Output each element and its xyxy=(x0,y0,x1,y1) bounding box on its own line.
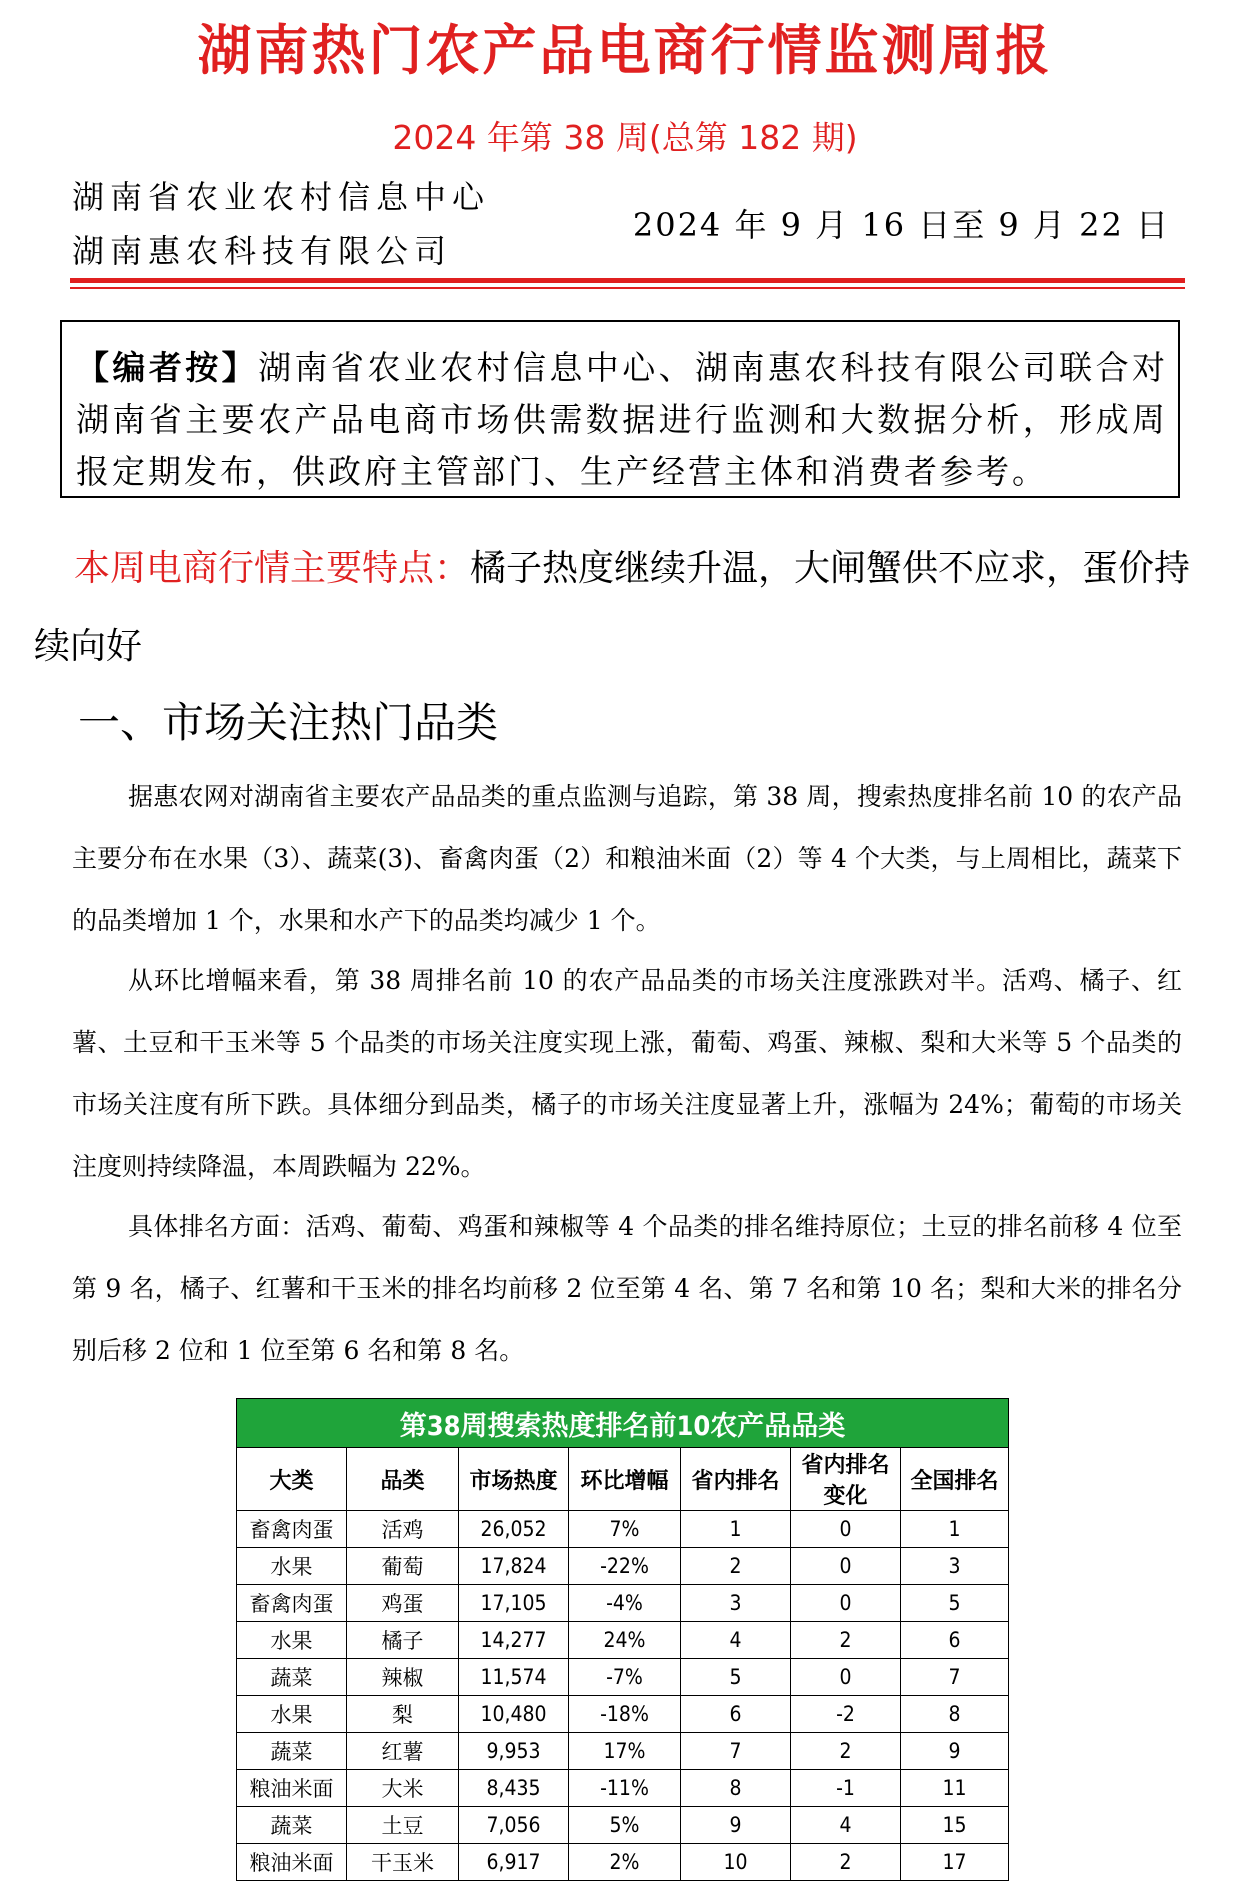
cell-national-rank: 17 xyxy=(901,1844,1009,1881)
cell-rank-change: 0 xyxy=(791,1548,901,1585)
cell-category: 粮油米面 xyxy=(237,1770,347,1807)
cell-change: 24% xyxy=(569,1622,681,1659)
table-row xyxy=(237,1770,1009,1807)
cell-rank-change: 4 xyxy=(791,1807,901,1844)
editor-note-label: 【编者按】 xyxy=(76,348,259,387)
paragraph-ranking: 具体排名方面：活鸡、葡萄、鸡蛋和辣椒等 4 个品类的排名维持原位；土豆的排名前移 4 位至第 9 名，橘子、红薯和干玉米的排名均前移 2 位至第 4 名、第 7 名和第 10 名；梨和大米的排名分别后移 2 位和 1 位至第 6 名和第 8 名。 xyxy=(72,1212,1182,1365)
org-name-2: 湖南惠农科技有限公司 xyxy=(72,232,453,270)
cell-change: 7% xyxy=(569,1511,681,1548)
table-row xyxy=(237,1659,1009,1696)
cell-heat: 8,435 xyxy=(459,1770,569,1807)
cell-province-rank: 6 xyxy=(681,1696,791,1733)
issue-number: 2024 年第 38 周(总第 182 期) xyxy=(392,118,858,157)
cell-category: 水果 xyxy=(237,1622,347,1659)
cell-national-rank: 9 xyxy=(901,1733,1009,1770)
cell-national-rank: 15 xyxy=(901,1807,1009,1844)
table-row xyxy=(237,1585,1009,1622)
section-heading: 一、市场关注热门品类 xyxy=(78,698,499,747)
col-header-national-rank: 全国排名 xyxy=(901,1448,1009,1511)
editor-note-box xyxy=(60,320,1180,498)
cell-national-rank: 5 xyxy=(901,1585,1009,1622)
col-header-change: 环比增幅 xyxy=(569,1448,681,1511)
cell-category: 蔬菜 xyxy=(237,1807,347,1844)
feature-text: 橘子热度继续升温，大闸蟹供不应求，蛋价持续向好 xyxy=(34,548,1191,667)
cell-province-rank: 7 xyxy=(681,1733,791,1770)
cell-province-rank: 5 xyxy=(681,1659,791,1696)
cell-category: 粮油米面 xyxy=(237,1844,347,1881)
cell-category: 畜禽肉蛋 xyxy=(237,1511,347,1548)
cell-national-rank: 6 xyxy=(901,1622,1009,1659)
table-row xyxy=(237,1696,1009,1733)
cell-national-rank: 8 xyxy=(901,1696,1009,1733)
cell-change: -22% xyxy=(569,1548,681,1585)
cell-heat: 17,824 xyxy=(459,1548,569,1585)
cell-category: 水果 xyxy=(237,1696,347,1733)
cell-province-rank: 3 xyxy=(681,1585,791,1622)
cell-product: 辣椒 xyxy=(347,1659,459,1696)
cell-change: -7% xyxy=(569,1659,681,1696)
table-row xyxy=(237,1733,1009,1770)
paragraph-distribution: 据惠农网对湖南省主要农产品品类的重点监测与追踪，第 38 周，搜索热度排名前 10 的农产品主要分布在水果（3）、蔬菜(3)、畜禽肉蛋（2）和粮油米面（2）等 4 个大类，与上周相比，蔬菜下的品类增加 1 个，水果和水产下的品类均减少 1 个。 xyxy=(72,782,1182,935)
header-divider-thin xyxy=(70,287,1185,289)
cell-category: 蔬菜 xyxy=(237,1659,347,1696)
cell-province-rank: 10 xyxy=(681,1844,791,1881)
cell-rank-change: 2 xyxy=(791,1622,901,1659)
table-row xyxy=(237,1844,1009,1881)
table-row xyxy=(237,1511,1009,1548)
table-header-row xyxy=(237,1448,1009,1511)
cell-national-rank: 1 xyxy=(901,1511,1009,1548)
cell-rank-change: 0 xyxy=(791,1511,901,1548)
paragraph-growth: 从环比增幅来看，第 38 周排名前 10 的农产品品类的市场关注度涨跌对半。活鸡、橘子、红薯、土豆和干玉米等 5 个品类的市场关注度实现上涨，葡萄、鸡蛋、辣椒、梨和大米等 5 个品类的市场关注度有所下跌。具体细分到品类，橘子的市场关注度显著上升，涨幅为 24%；葡萄的市场关注度则持续降温，本周跌幅为 22%。 xyxy=(72,966,1182,1181)
report-title: 湖南热门农产品电商行情监测周报 xyxy=(197,19,1053,82)
cell-product: 橘子 xyxy=(347,1622,459,1659)
org-name-1: 湖南省农业农村信息中心 xyxy=(72,178,491,216)
cell-heat: 9,953 xyxy=(459,1733,569,1770)
report-period: 2024 年 9 月 16 日至 9 月 22 日 xyxy=(632,206,1170,244)
cell-heat: 17,105 xyxy=(459,1585,569,1622)
cell-heat: 11,574 xyxy=(459,1659,569,1696)
table-body xyxy=(237,1511,1009,1881)
cell-province-rank: 8 xyxy=(681,1770,791,1807)
col-header-category: 大类 xyxy=(237,1448,347,1511)
cell-product: 大米 xyxy=(347,1770,459,1807)
cell-rank-change: 0 xyxy=(791,1585,901,1622)
cell-change: -11% xyxy=(569,1770,681,1807)
cell-rank-change: 0 xyxy=(791,1659,901,1696)
cell-heat: 6,917 xyxy=(459,1844,569,1881)
cell-product: 红薯 xyxy=(347,1733,459,1770)
col-header-product: 品类 xyxy=(347,1448,459,1511)
cell-change: 17% xyxy=(569,1733,681,1770)
cell-heat: 7,056 xyxy=(459,1807,569,1844)
cell-rank-change: 2 xyxy=(791,1733,901,1770)
col-header-province-rank: 省内排名 xyxy=(681,1448,791,1511)
cell-national-rank: 7 xyxy=(901,1659,1009,1696)
cell-rank-change: 2 xyxy=(791,1844,901,1881)
weekly-feature xyxy=(34,530,1224,686)
cell-product: 鸡蛋 xyxy=(347,1585,459,1622)
cell-change: -4% xyxy=(569,1585,681,1622)
cell-national-rank: 3 xyxy=(901,1548,1009,1585)
cell-category: 畜禽肉蛋 xyxy=(237,1585,347,1622)
cell-product: 葡萄 xyxy=(347,1548,459,1585)
cell-product: 干玉米 xyxy=(347,1844,459,1881)
cell-category: 水果 xyxy=(237,1548,347,1585)
cell-rank-change: -1 xyxy=(791,1770,901,1807)
cell-heat: 14,277 xyxy=(459,1622,569,1659)
cell-change: 5% xyxy=(569,1807,681,1844)
cell-rank-change: -2 xyxy=(791,1696,901,1733)
cell-category: 蔬菜 xyxy=(237,1733,347,1770)
editor-note-text: 湖南省农业农村信息中心、湖南惠农科技有限公司联合对湖南省主要农产品电商市场供需数据进行监测和大数据分析，形成周报定期发布，供政府主管部门、生产经营主体和消费者参考。 xyxy=(76,348,1169,491)
feature-label: 本周电商行情主要特点： xyxy=(74,548,471,589)
table-row xyxy=(237,1807,1009,1844)
table-row xyxy=(237,1548,1009,1585)
cell-province-rank: 2 xyxy=(681,1548,791,1585)
cell-heat: 10,480 xyxy=(459,1696,569,1733)
cell-product: 土豆 xyxy=(347,1807,459,1844)
table-row xyxy=(237,1622,1009,1659)
ranking-table xyxy=(236,1398,1009,1881)
cell-change: 2% xyxy=(569,1844,681,1881)
header-divider-thick xyxy=(70,278,1185,283)
cell-product: 梨 xyxy=(347,1696,459,1733)
cell-heat: 26,052 xyxy=(459,1511,569,1548)
cell-national-rank: 11 xyxy=(901,1770,1009,1807)
ranking-table-wrap xyxy=(236,1398,1008,1881)
table-caption: 第38周搜索热度排名前10农产品品类 xyxy=(237,1399,1009,1448)
col-header-heat: 市场热度 xyxy=(459,1448,569,1511)
cell-change: -18% xyxy=(569,1696,681,1733)
cell-product: 活鸡 xyxy=(347,1511,459,1548)
cell-province-rank: 1 xyxy=(681,1511,791,1548)
col-header-rank-change: 省内排名变化 xyxy=(791,1448,901,1511)
cell-province-rank: 4 xyxy=(681,1622,791,1659)
cell-province-rank: 9 xyxy=(681,1807,791,1844)
